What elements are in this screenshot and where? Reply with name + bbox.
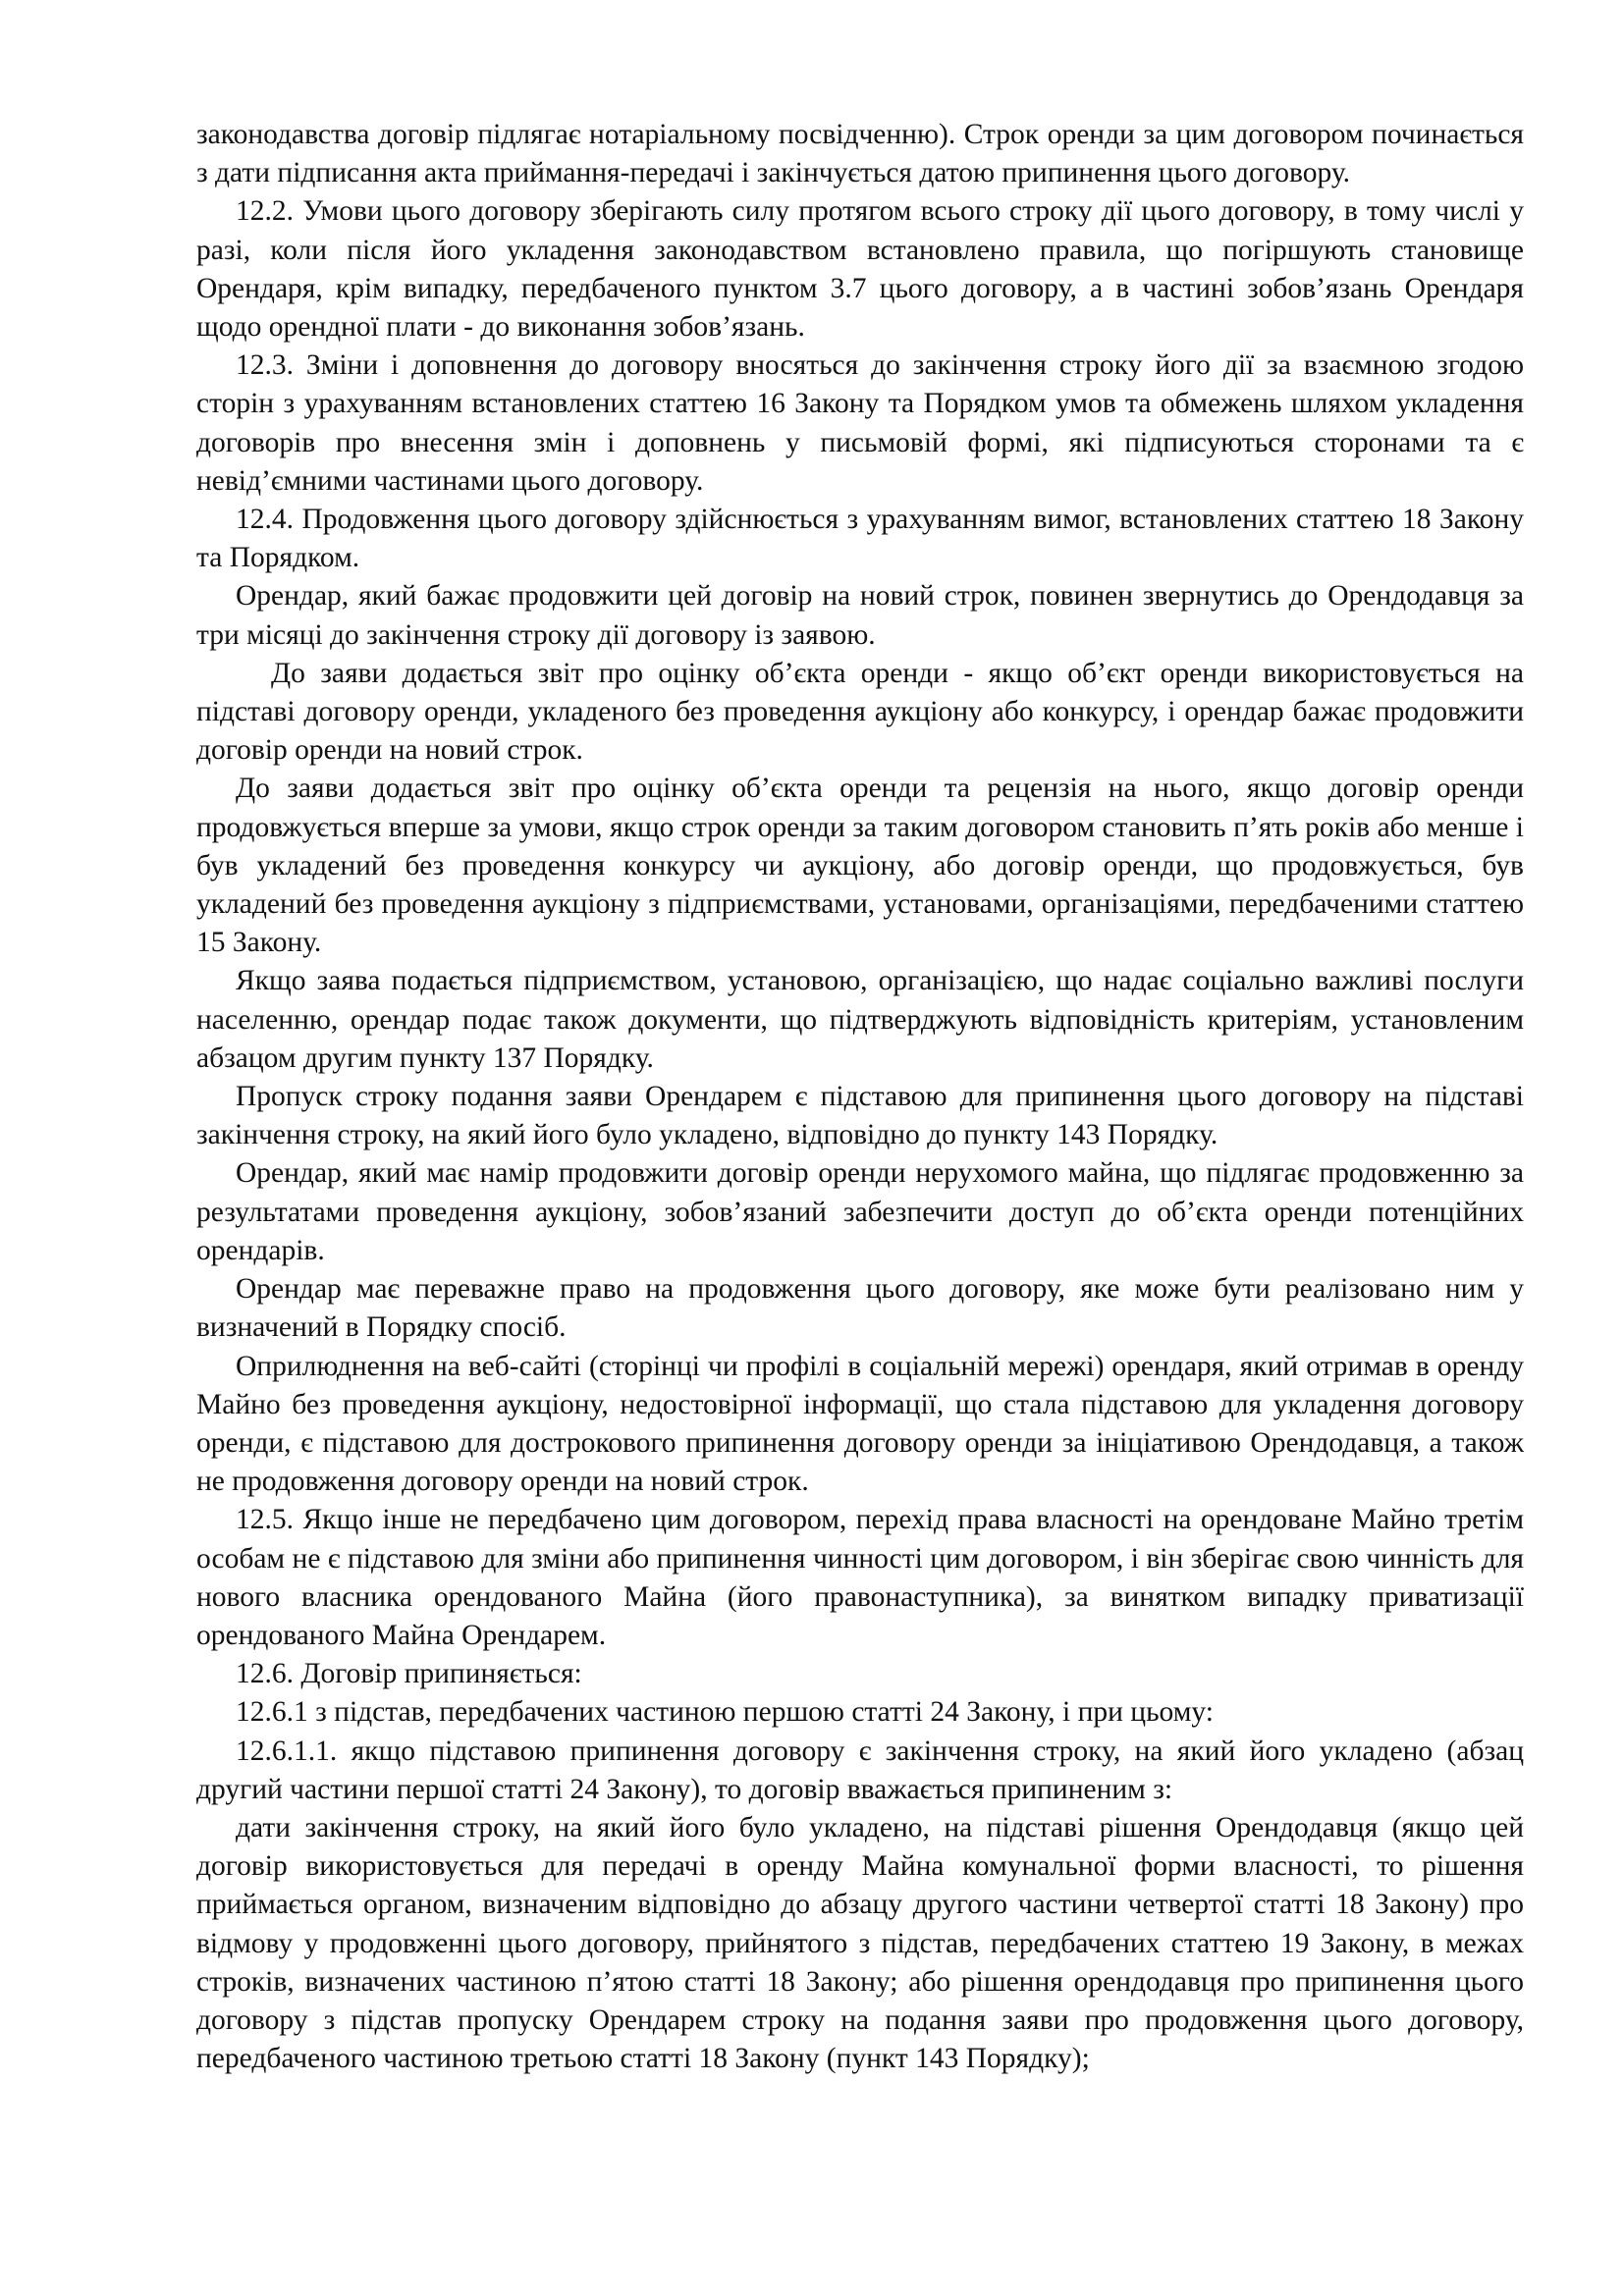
paragraph-priority-right: Орендар має переважне право на продовження цього договору, яке може бути реалізовано ним у визначений в Порядку спосіб. <box>196 1273 1524 1344</box>
paragraph-12-5: 12.5. Якщо інше не передбачено цим договором, перехід права власності на орендоване Майно третім особам не є підставою для зміни або припинення чинності цим договором, і він зберігає свою чинність для нового власника орендованого Майна (його правонаступника), за винятком випадку приватизації орендованого Майна Орендарем. <box>196 1504 1524 1651</box>
paragraph-12-6: 12.6. Договір припиняється: <box>236 1658 582 1690</box>
paragraph-12-4: 12.4. Продовження цього договору здійснюється з урахуванням вимог, встановлених статтею 18 Закону та Порядком. <box>196 504 1524 574</box>
paragraph-termination-date: дати закінчення строку, на який його було укладено, на підставі рішення Орендодавця (якщо цей договір використовується для передачі в оренду Майна комунальної форми власності, то рішення приймається органом, визначеним відповідно до абзацу другого частини четвертої статті 18 Закону) про відмову у продовженні цього договору, прийнятого з підстав, передбачених статтею 19 Закону, в межах строків, визначених частиною п’ятою статті 18 Закону; або рішення орендодавця про припинення цього договору з підстав пропуску Орендарем строку на подання заяви про продовження цього договору, передбаченого частиною третьою статті 18 Закону (пункт 143 Порядку); <box>196 1811 1524 2075</box>
paragraph-12-6-1-1: 12.6.1.1. якщо підставою припинення договору є закінчення строку, на який його укладено (абзац другий частини першої статті 24 Закону), то договір вважається припиненим з: <box>196 1735 1524 1805</box>
paragraph-12-2: 12.2. Умови цього договору зберігають силу протягом всього строку дії цього договору, в тому числі у разі, коли після його укладення законодавством встановлено правила, що погіршують становище Орендаря, крім випадку, передбаченого пунктом 3.7 цього договору, а в частині зобов’язань Орендаря щодо орендної плати - до виконання зобов’язань. <box>196 195 1524 344</box>
paragraph-extension-request: Орендар, який бажає продовжити цей договір на новий строк, повинен звернутись до Орендодавця за три місяці до закінчення строку дії договору із заявою. <box>196 580 1524 651</box>
paragraph-valuation-report: До заяви додається звіт про оцінку об’єкта оренди - якщо об’єкт оренди використовується на підставі договору оренди, укладеного без проведення аукціону або конкурсу, і орендар бажає продовжити договір оренди на новий строк. <box>196 657 1524 767</box>
paragraph-12-3: 12.3. Зміни і доповнення до договору вносяться до закінчення строку його дії за взаємною згодою сторін з урахуванням встановлених статтею 16 Закону та Порядком умов та обмежень шляхом укладення договорів про внесення змін і доповнень у письмовій формі, які підписуються сторонами та є невід’ємними частинами цього договору. <box>196 349 1524 497</box>
paragraph-auction-access: Орендар, який має намір продовжити договір оренди нерухомого майна, що підлягає продовженню за результатами проведення аукціону, зобов’язаний забезпечити доступ до об’єкта оренди потенційних орендарів. <box>196 1157 1524 1266</box>
paragraph-12-6-1: 12.6.1 з підстав, передбачених частиною першою статті 24 Закону, і при цьому: <box>236 1696 1214 1729</box>
document-page <box>196 116 1524 2078</box>
paragraph-social-services: Якщо заява подається підприємством, установою, організацією, що надає соціально важливі послуги населенню, орендар подає також документи, що підтверджують відповідність критеріям, установленим абзацом другим пункту 137 Порядку. <box>196 965 1524 1074</box>
paragraph-valuation-review: До заяви додається звіт про оцінку об’єкта оренди та рецензія на нього, якщо договір оренди продовжується вперше за умови, якщо строк оренди за таким договором становить п’ять років або менше і був укладений без проведення конкурсу чи аукціону, або договір оренди, що продовжується, був укладений без проведення аукціону з підприємствами, установами, організаціями, передбаченими статтею 15 Закону. <box>196 773 1524 959</box>
paragraph-false-info: Оприлюднення на веб-сайті (сторінці чи профілі в соціальній мережі) орендаря, який отримав в оренду Майно без проведення аукціону, недостовірної інформації, що стала підставою для укладення договору оренди, є підставою для дострокового припинення договору оренди за ініціативою Орендодавця, а також не продовження договору оренди на новий строк. <box>196 1350 1524 1498</box>
paragraph-12-1-continuation: законодавства договір підлягає нотаріальному посвідченню). Строк оренди за цим договором починається з дати підписання акта приймання-передачі і закінчується датою припинення цього договору. <box>196 119 1524 189</box>
paragraph-missed-deadline: Пропуск строку подання заяви Орендарем є підставою для припинення цього договору на підставі закінчення строку, на який його було укладено, відповідно до пункту 143 Порядку. <box>196 1081 1524 1151</box>
